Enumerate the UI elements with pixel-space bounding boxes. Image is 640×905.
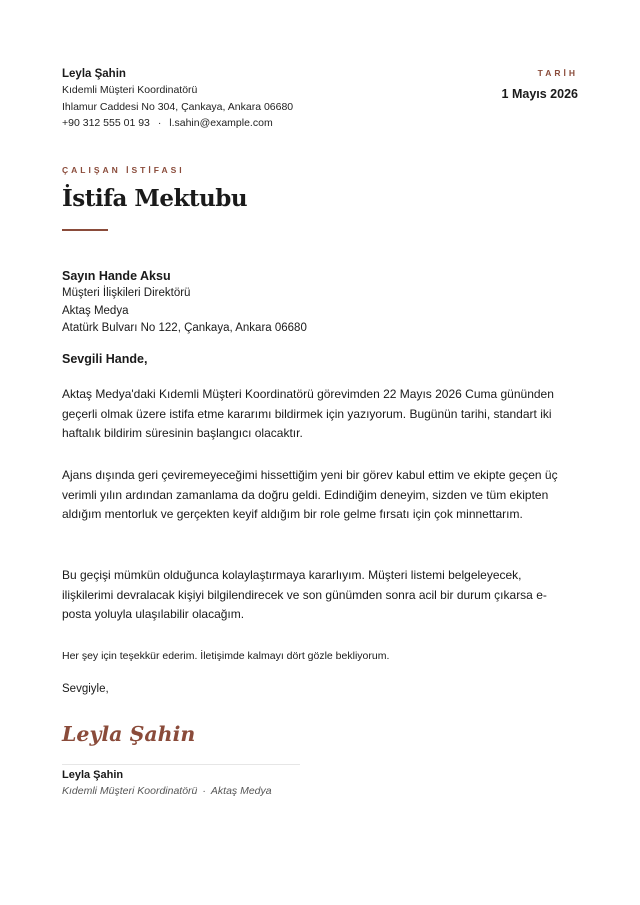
sender-block <box>62 67 293 132</box>
body-paragraph: Her şey için teşekkür ederim. İletişimde kalmayı dört gözle bekliyorum. <box>62 650 390 662</box>
signature-name: Leyla Şahin <box>62 769 124 781</box>
recipient-block <box>62 268 307 338</box>
sender-contact <box>62 115 293 132</box>
signature-role: Kıdemli Müşteri Koordinatörü <box>62 785 198 797</box>
date-label: TARİH <box>537 68 578 78</box>
signature-company: Aktaş Medya <box>210 785 272 797</box>
title-divider <box>62 229 108 231</box>
document-eyebrow: ÇALIŞAN İSTİFASI <box>62 165 185 175</box>
sender-name: Leyla Şahin <box>62 68 126 80</box>
date-value: 1 Mayıs 2026 <box>501 87 578 101</box>
closing: Sevgiyle, <box>62 683 109 695</box>
sender-title: Kıdemli Müşteri Koordinatörü <box>62 84 198 96</box>
sender-email: l.sahin@example.com <box>169 117 273 129</box>
recipient-title: Müşteri İlişkileri Direktörü <box>62 287 191 299</box>
signature-script: Leyla Şahin <box>62 722 196 746</box>
contact-separator: · <box>157 117 162 129</box>
signature-separator: · <box>202 785 206 797</box>
document-title: İstifa Mektubu <box>62 185 248 212</box>
recipient-name: Sayın Hande Aksu <box>62 269 171 283</box>
sender-address: Ihlamur Caddesi No 304, Çankaya, Ankara 06680 <box>62 100 294 113</box>
body-paragraph: Aktaş Medya'daki Kıdemli Müşteri Koordinatörü görevimden 22 Mayıs 2026 Cuma gününden geçerli olmak üzere istifa etme kararımı bildirmek için yazıyorum. Bugünün tarihi, standart iki haftalık bildirim süresinin başlangıcı olacaktır. <box>62 387 554 440</box>
sender-phone: +90 312 555 01 93 <box>62 117 150 129</box>
signature-role-line <box>62 785 272 797</box>
recipient-address: Atatürk Bulvarı No 122, Çankaya, Ankara 06680 <box>62 322 307 334</box>
greeting: Sevgili Hande, <box>62 352 148 366</box>
recipient-company: Aktaş Medya <box>62 304 129 317</box>
signature-divider <box>62 764 300 765</box>
date-block <box>502 67 578 103</box>
body-paragraph: Ajans dışında geri çeviremeyeceğimi hissettiğim yeni bir görev kabul ettim ve ekipte geçen üç verimli yılın ardından zamanlama da doğru geldi. Edindiğim deneyim, sizden ve tüm ekipten aldığım mentorluk ve gerçekten keyif aldığım bir role gelme fırsatı için çok minnettarım. <box>62 468 558 521</box>
body-paragraph: Bu geçişi mümkün olduğunca kolaylaştırmaya kararlıyım. Müşteri listemi belgeleyecek, ilişkilerimi devralacak kişiyi bilgilendirecek ve son günümden sonra acil bir durum çıkarsa e-posta yoluyla ulaşılabilir olacağım. <box>62 568 547 621</box>
